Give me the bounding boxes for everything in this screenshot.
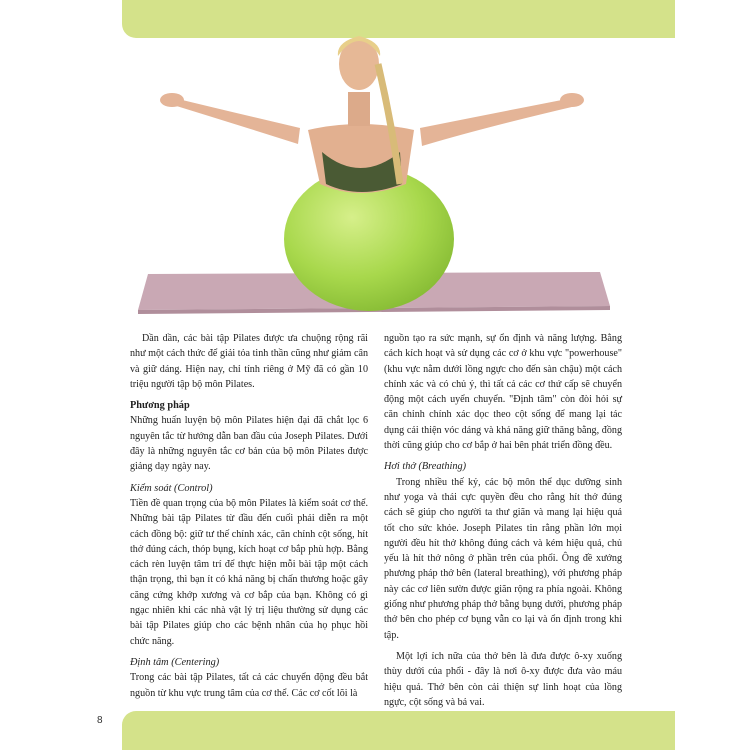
benefit-paragraph: Một lợi ích nữa của thở bên là đưa được ô-xy xuống thùy dưới của phổi - đây là nơi ô-xy được đưa vào máu hiệu quả. Thở bên còn cải thiện sự linh hoạt của lồng ngực, cột sống và bả vai. (384, 650, 622, 708)
method-paragraph: Những huấn luyện bộ môn Pilates hiện đại đã chắt lọc 6 nguyên tắc từ hướng dẫn ban đầu của Joseph Pilates. Dưới đây là những nguyên tắc cơ bản của bộ môn Pilates được giảng dạy ngày nay. (130, 415, 368, 473)
left-text-column (130, 331, 368, 707)
intro-paragraph: Dần dần, các bài tập Pilates được ưa chuộng rộng rãi như một cách thức để giải tỏa tinh thần cũng như giảm cân và giữ dáng. Hiện nay, chỉ tính riêng ở Mỹ đã có gần 10 triệu người tập bộ môn Pilates. (130, 333, 368, 390)
control-paragraph: Tiền đề quan trọng của bộ môn Pilates là kiểm soát cơ thể. Những bài tập Pilates từ đầu đến cuối phải diễn ra một cách đồng bộ: giữ tư thế chính xác, căn chỉnh cột sống, hít thở đúng cách, thóp bụng, kích hoạt cơ bắp phù hợp. Bằng cách rèn luyện tâm trí để thực hiện mỗi bài tập một cách thận trọng, thì bạn ít có khả năng bị chấn thương hoặc gây căng cứng khớp xương và cơ bắp của bạn. Không có gì ngạc nhiên khi các nhà vật lý trị liệu thường sử dụng các bài tập Pilates giúp cho các bệnh nhân của họ phục hồi chức năng. (130, 497, 368, 647)
centering-continued-paragraph: nguồn tạo ra sức mạnh, sự ổn định và năng lượng. Bằng cách kích hoạt và sử dụng các cơ ở khu vực "powerhouse" (khu vực nằm dưới lồng ngực cho đến sàn chậu) một cách chính xác và có chủ ý, thì tất cả các cơ thứ cấp sẽ chuyển động một cách uyển chuyển. "Định tâm" còn đòi hỏi sự căn chỉnh chính xác dọc theo cột sống để mang lại tác dụng cải thiện vóc dáng và khả năng giữ thăng bằng, đồng thời cũng giúp cho cơ bắp ở hai bên phát triển đồng đều. (384, 333, 622, 452)
breathing-heading: Hơi thở (Breathing) (384, 461, 467, 473)
page-number: 8 (97, 715, 103, 726)
breathing-paragraph: Trong nhiều thế kỷ, các bộ môn thể dục dưỡng sinh như yoga và thái cực quyền đều cho rằng hít thở đúng cách sẽ giúp cho người ta thư giãn và mang lại hiệu quả tốt cho sức khỏe. Joseph Pilates tin rằng phần lớn mọi người đều hít thở không đúng cách và kém hiệu quả, chủ yếu là hít thở nông ở phần trên của phổi. Ông đề xướng phương pháp thở bên (lateral breathing), với phương pháp này các cơ liên sườn được giãn rộng ra phía ngoài. Không giống như phương pháp thở bằng bụng dưới, phương pháp thở bên cho phép cơ bụng vẫn co lại và ổn định trong khi tập. (384, 476, 622, 641)
centering-heading: Định tâm (Centering) (130, 656, 220, 668)
exercise-ball-photo (130, 34, 620, 324)
top-accent-band (122, 0, 675, 38)
right-text-column (384, 331, 622, 716)
centering-paragraph: Trong các bài tập Pilates, tất cả các chuyển động đều bắt nguồn từ khu vực trung tâm của cơ thể. Các cơ cốt lõi là (130, 672, 368, 699)
method-heading: Phương pháp (130, 400, 190, 412)
bottom-accent-band (122, 711, 675, 750)
control-heading: Kiểm soát (Control) (130, 482, 213, 494)
